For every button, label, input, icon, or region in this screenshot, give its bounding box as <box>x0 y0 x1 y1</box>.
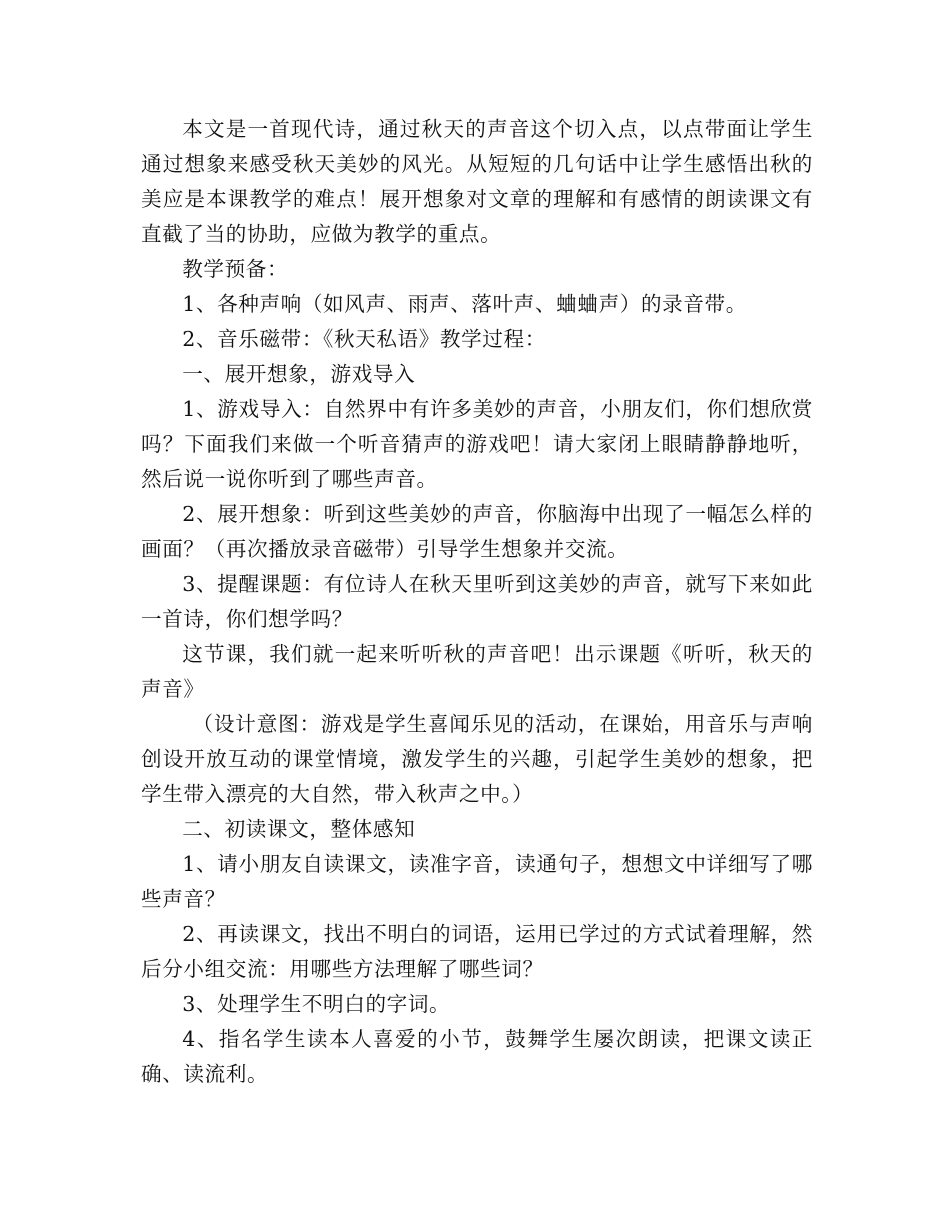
paragraph-word-handling: 3、处理学生不明白的字词。 <box>182 992 451 1016</box>
paragraph-preparation-heading: 教学预备： <box>182 257 289 281</box>
paragraph-imagination: 2、展开想象：听到这些美妙的声音，你脑海中出现了一幅怎么样的画面？（再次播放录音磁带）引导学生想象并交流。 <box>141 502 813 561</box>
paragraph-topic-reminder: 3、提醒课题：有位诗人在秋天里听到这美妙的声音，就写下来如此一首诗，你们想学吗？ <box>141 572 813 631</box>
paragraph-preparation-item-2: 2、音乐磁带：《秋天私语》教学过程： <box>182 327 546 351</box>
paragraph-rereading: 2、再读课文，找出不明白的词语，运用已学过的方式试着理解，然后分小组交流：用哪些方法理解了哪些词？ <box>141 922 813 981</box>
paragraph-lesson-topic: 这节课，我们就一起来听听秋的声音吧！出示课题《听听，秋天的声音》 <box>141 642 813 701</box>
section-heading-1: 一、展开想象，游戏导入 <box>182 362 416 386</box>
paragraph-reading-aloud: 4、指名学生读本人喜爱的小节，鼓舞学生屡次朗读，把课文读正确、读流利。 <box>141 1027 813 1086</box>
paragraph-intro: 本文是一首现代诗，通过秋天的声音这个切入点，以点带面让学生通过想象来感受秋天美妙的风光。从短短的几句话中让学生感悟出秋的美应是本课教学的难点！展开想象对文章的理解和有感情的朗读课文有直截了当的协助，应做为教学的重点。 <box>141 117 813 246</box>
section-heading-2: 二、初读课文，整体感知 <box>182 817 416 841</box>
document-body <box>141 112 813 1092</box>
paragraph-design-intent: （设计意图：游戏是学生喜闻乐见的活动，在课始，用音乐与声响创设开放互动的课堂情境，激发学生的兴趣，引起学生美妙的想象，把学生带入漂亮的大自然，带入秋声之中。） <box>141 712 813 806</box>
paragraph-game-intro: 1、游戏导入：自然界中有许多美妙的声音，小朋友们，你们想欣赏吗？下面我们来做一个听音猜声的游戏吧！请大家闭上眼睛静静地听，然后说一说你听到了哪些声音。 <box>141 397 813 491</box>
paragraph-self-reading: 1、请小朋友自读课文，读准字音，读通句子，想想文中详细写了哪些声音？ <box>141 852 813 911</box>
paragraph-preparation-item-1: 1、各种声响（如风声、雨声、落叶声、蛐蛐声）的录音带。 <box>182 292 747 316</box>
